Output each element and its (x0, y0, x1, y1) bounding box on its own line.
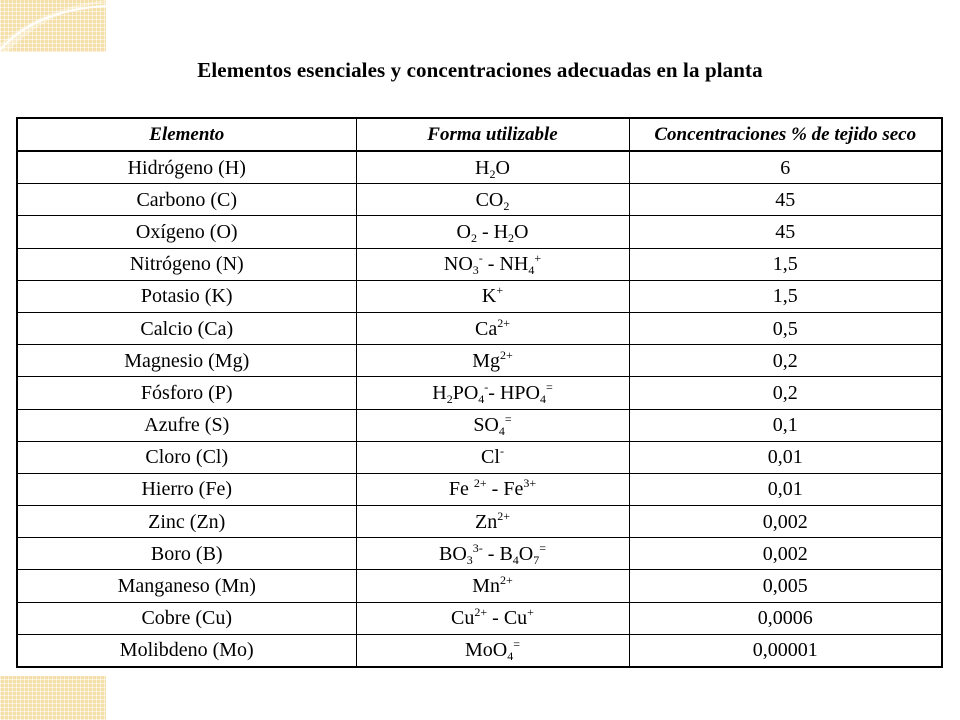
table-row (17, 506, 942, 538)
formula-text: Cl (481, 446, 500, 469)
formula-superscript: - (484, 379, 489, 394)
formula-text: Cu (451, 607, 475, 630)
formula-superscript: = (545, 379, 553, 394)
elemento-cell: Magnesio (Mg) (17, 345, 356, 377)
forma-cell (356, 570, 629, 602)
forma-cell (356, 312, 629, 344)
forma-cell (356, 345, 629, 377)
formula-subscript: 4 (498, 424, 505, 439)
formula-superscript: 2+ (497, 315, 510, 330)
formula-superscript: 2+ (500, 347, 513, 362)
nutrients-table (16, 117, 943, 668)
corner-decoration-bottom (0, 676, 106, 720)
formula-text: H (432, 381, 447, 404)
formula-text: H (475, 156, 490, 179)
table-row (17, 312, 942, 344)
concentracion-cell: 0,002 (629, 506, 942, 538)
formula-text: Mn (472, 575, 500, 598)
formula-subscript: 2 (508, 230, 515, 245)
table-row (17, 409, 942, 441)
formula-text: Fe (448, 478, 474, 501)
forma-cell (356, 634, 629, 667)
table-row (17, 345, 942, 377)
formula-text: Ca (475, 317, 498, 340)
elemento-cell: Carbono (C) (17, 184, 356, 216)
elemento-cell: Hierro (Fe) (17, 473, 356, 505)
forma-cell (356, 441, 629, 473)
elemento-cell: Hidrógeno (H) (17, 151, 356, 184)
forma-cell (356, 248, 629, 280)
formula-text: PO (452, 381, 479, 404)
concentracion-cell: 0,2 (629, 377, 942, 409)
corner-decoration-top (0, 0, 106, 52)
table-row (17, 634, 942, 667)
formula-superscript: 2+ (497, 508, 510, 523)
formula-subscript: 2 (470, 230, 477, 245)
header-elemento: Elemento (17, 118, 356, 151)
formula-superscript: = (504, 412, 512, 427)
formula-text: - NH (482, 253, 529, 276)
table-body (17, 151, 942, 667)
header-concentracion: Concentraciones % de tejido seco (629, 118, 942, 151)
formula-text: Zn (475, 510, 498, 533)
formula-subscript: 4 (539, 391, 546, 406)
formula-text: CO (475, 188, 504, 211)
table-header-row (17, 118, 942, 151)
elemento-cell: Fósforo (P) (17, 377, 356, 409)
table-row (17, 570, 942, 602)
forma-cell (356, 602, 629, 634)
concentracion-cell: 0,002 (629, 538, 942, 570)
formula-subscript: 4 (507, 649, 514, 664)
forma-cell (356, 473, 629, 505)
concentracion-cell: 0,5 (629, 312, 942, 344)
formula-text: - Fe (486, 478, 524, 501)
elemento-cell: Calcio (Ca) (17, 312, 356, 344)
elemento-cell: Cloro (Cl) (17, 441, 356, 473)
formula-superscript: 3+ (523, 476, 537, 491)
table-row (17, 538, 942, 570)
concentracion-cell: 0,0006 (629, 602, 942, 634)
table-row (17, 377, 942, 409)
formula-text: K (481, 285, 497, 308)
elemento-cell: Azufre (S) (17, 409, 356, 441)
elemento-cell: Manganeso (Mn) (17, 570, 356, 602)
formula-subscript: 3 (466, 552, 473, 567)
table-row (17, 280, 942, 312)
formula-text: O (514, 220, 529, 243)
elemento-cell: Boro (B) (17, 538, 356, 570)
formula-text: O (456, 220, 471, 243)
table-row (17, 248, 942, 280)
formula-subscript: 7 (533, 552, 540, 567)
formula-text: BO (438, 542, 467, 565)
formula-subscript: 4 (478, 391, 485, 406)
formula-superscript: = (539, 540, 547, 555)
formula-text: SO (473, 414, 499, 437)
table-row (17, 602, 942, 634)
forma-cell (356, 151, 629, 184)
elemento-cell: Cobre (Cu) (17, 602, 356, 634)
concentracion-cell: 1,5 (629, 280, 942, 312)
elemento-cell: Oxígeno (O) (17, 216, 356, 248)
concentracion-cell: 0,00001 (629, 634, 942, 667)
table-row (17, 151, 942, 184)
forma-cell (356, 506, 629, 538)
formula-superscript: - (499, 444, 504, 459)
forma-cell (356, 216, 629, 248)
formula-text: Mg (472, 349, 500, 372)
concentracion-cell: 0,005 (629, 570, 942, 602)
forma-cell (356, 409, 629, 441)
forma-cell (356, 538, 629, 570)
page-title: Elementos esenciales y concentraciones adecuadas en la planta (197, 58, 763, 82)
table-row (17, 216, 942, 248)
corner-curve-graphic (0, 0, 106, 52)
formula-superscript: 2+ (473, 476, 487, 491)
formula-subscript: 4 (512, 552, 519, 567)
formula-subscript: 2 (503, 198, 510, 213)
elemento-cell: Potasio (K) (17, 280, 356, 312)
formula-subscript: 2 (446, 391, 453, 406)
formula-superscript: 2+ (474, 605, 488, 620)
formula-subscript: 2 (489, 166, 496, 181)
formula-subscript: 4 (528, 263, 535, 278)
formula-text: O (495, 156, 510, 179)
formula-subscript: 3 (472, 263, 479, 278)
formula-text: MoO (464, 639, 508, 662)
formula-text: - HPO (488, 381, 540, 404)
formula-superscript: + (496, 283, 504, 298)
table-row (17, 441, 942, 473)
table-row (17, 473, 942, 505)
table-row (17, 184, 942, 216)
formula-superscript: + (527, 605, 534, 620)
formula-superscript: - (478, 251, 483, 266)
formula-superscript: = (513, 637, 520, 652)
formula-text: - B (482, 542, 513, 565)
formula-text: - H (476, 220, 509, 243)
concentracion-cell: 1,5 (629, 248, 942, 280)
forma-cell (356, 377, 629, 409)
formula-text: O (518, 542, 534, 565)
elemento-cell: Zinc (Zn) (17, 506, 356, 538)
formula-superscript: 3- (472, 540, 483, 555)
concentracion-cell: 0,2 (629, 345, 942, 377)
forma-cell (356, 184, 629, 216)
concentracion-cell: 45 (629, 216, 942, 248)
elemento-cell: Nitrógeno (N) (17, 248, 356, 280)
forma-cell (356, 280, 629, 312)
formula-superscript: + (534, 251, 542, 266)
formula-text: - Cu (487, 607, 528, 630)
elemento-cell: Molibdeno (Mo) (17, 634, 356, 667)
formula-superscript: 2+ (500, 573, 513, 588)
concentracion-cell: 45 (629, 184, 942, 216)
concentracion-cell: 0,01 (629, 473, 942, 505)
concentracion-cell: 0,01 (629, 441, 942, 473)
concentracion-cell: 0,1 (629, 409, 942, 441)
formula-text: NO (443, 253, 473, 276)
header-forma-utilizable: Forma utilizable (356, 118, 629, 151)
concentracion-cell: 6 (629, 151, 942, 184)
